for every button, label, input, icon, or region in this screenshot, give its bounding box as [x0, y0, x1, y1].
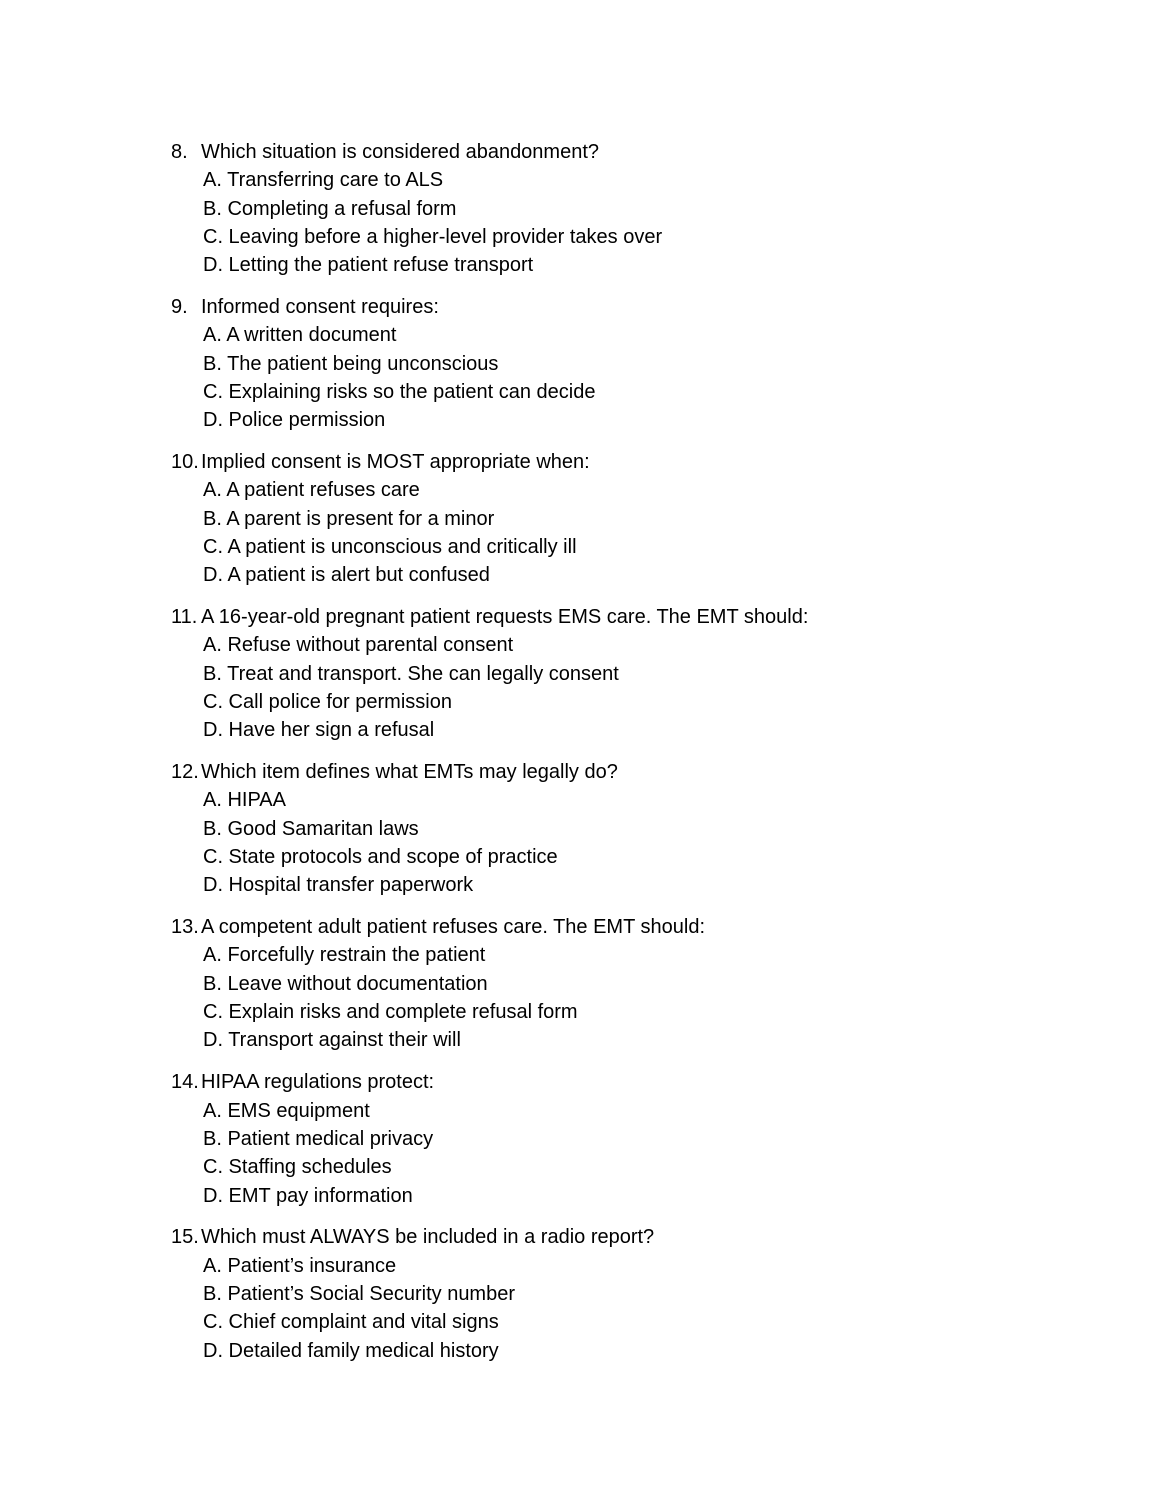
- question-number: 15.: [171, 1226, 199, 1249]
- answer-option: D. A patient is alert but confused: [203, 564, 490, 587]
- answer-option: C. Leaving before a higher-level provider takes over: [203, 225, 663, 248]
- question-first-line: [171, 293, 1075, 321]
- answer-option: C. A patient is unconscious and critically ill: [203, 536, 577, 559]
- answer-option: A. A patient refuses care: [203, 479, 420, 502]
- question-number: 10.: [171, 451, 199, 474]
- question-list: [0, 138, 1175, 1365]
- question-text: A 16-year-old pregnant patient requests EMS care. The EMT should:: [201, 606, 809, 629]
- question-number: 8.: [171, 141, 188, 163]
- answer-option: B. Completing a refusal form: [203, 197, 457, 220]
- question-block: [171, 138, 1075, 280]
- answer-option: A. Patient’s insurance: [203, 1254, 397, 1277]
- question-text: Which must ALWAYS be included in a radio report?: [201, 1226, 655, 1249]
- question-block: [171, 913, 1075, 1055]
- question-first-line: [171, 1223, 1075, 1251]
- question-block: [171, 603, 1075, 745]
- question-number: 13.: [171, 916, 199, 939]
- answer-option: C. Chief complaint and vital signs: [203, 1311, 499, 1334]
- answer-option: C. Explaining risks so the patient can decide: [203, 381, 596, 404]
- answer-option: B. A parent is present for a minor: [203, 507, 495, 530]
- answer-option: B. Treat and transport. She can legally consent: [203, 662, 619, 685]
- question-text: Informed consent requires:: [201, 296, 439, 319]
- answer-option: C. Explain risks and complete refusal form: [203, 1001, 578, 1024]
- answer-option: B. Patient’s Social Security number: [203, 1282, 516, 1305]
- answer-option: C. Staffing schedules: [203, 1156, 392, 1179]
- answer-option: A. Transferring care to ALS: [203, 169, 444, 192]
- question-number: 11.: [171, 606, 198, 629]
- question-text: Implied consent is MOST appropriate when:: [201, 451, 590, 474]
- question-block: [171, 758, 1075, 900]
- question-number: 12.: [171, 761, 199, 784]
- question-text: Which item defines what EMTs may legally do?: [201, 761, 618, 784]
- options-list: [171, 166, 1075, 279]
- answer-option: B. Leave without documentation: [203, 972, 488, 995]
- answer-option: C. State protocols and scope of practice: [203, 846, 558, 869]
- options-list: [171, 1252, 1075, 1365]
- answer-option: D. EMT pay information: [203, 1184, 413, 1207]
- answer-option: A. A written document: [203, 324, 397, 347]
- options-list: [171, 631, 1075, 744]
- answer-option: B. Good Samaritan laws: [203, 817, 419, 840]
- question-text: HIPAA regulations protect:: [201, 1071, 435, 1094]
- options-list: [171, 1097, 1075, 1210]
- answer-option: C. Call police for permission: [203, 691, 452, 714]
- answer-option: D. Hospital transfer paperwork: [203, 874, 474, 897]
- answer-option: D. Transport against their will: [203, 1029, 461, 1052]
- question-number: 14.: [171, 1071, 199, 1094]
- answer-option: A. Forcefully restrain the patient: [203, 944, 486, 967]
- answer-option: A. HIPAA: [203, 789, 286, 812]
- question-first-line: [171, 138, 1075, 166]
- options-list: [171, 476, 1075, 589]
- question-block: [171, 1223, 1075, 1365]
- answer-option: D. Letting the patient refuse transport: [203, 254, 534, 277]
- answer-option: D. Police permission: [203, 409, 386, 432]
- options-list: [171, 786, 1075, 899]
- question-text: A competent adult patient refuses care. The EMT should:: [201, 916, 705, 939]
- question-first-line: [171, 448, 1075, 476]
- answer-option: B. The patient being unconscious: [203, 352, 499, 375]
- question-first-line: [171, 1068, 1075, 1096]
- question-first-line: [171, 913, 1075, 941]
- question-block: [171, 293, 1075, 435]
- answer-option: A. EMS equipment: [203, 1099, 370, 1122]
- answer-option: D. Have her sign a refusal: [203, 719, 435, 742]
- answer-option: D. Detailed family medical history: [203, 1339, 499, 1362]
- question-number: 9.: [171, 296, 188, 319]
- question-text: Which situation is considered abandonment?: [201, 141, 600, 163]
- options-list: [171, 321, 1075, 434]
- question-first-line: [171, 758, 1075, 786]
- question-block: [171, 1068, 1075, 1210]
- question-first-line: [171, 603, 1075, 631]
- answer-option: A. Refuse without parental consent: [203, 634, 514, 657]
- question-block: [171, 448, 1075, 590]
- answer-option: B. Patient medical privacy: [203, 1127, 434, 1150]
- options-list: [171, 941, 1075, 1054]
